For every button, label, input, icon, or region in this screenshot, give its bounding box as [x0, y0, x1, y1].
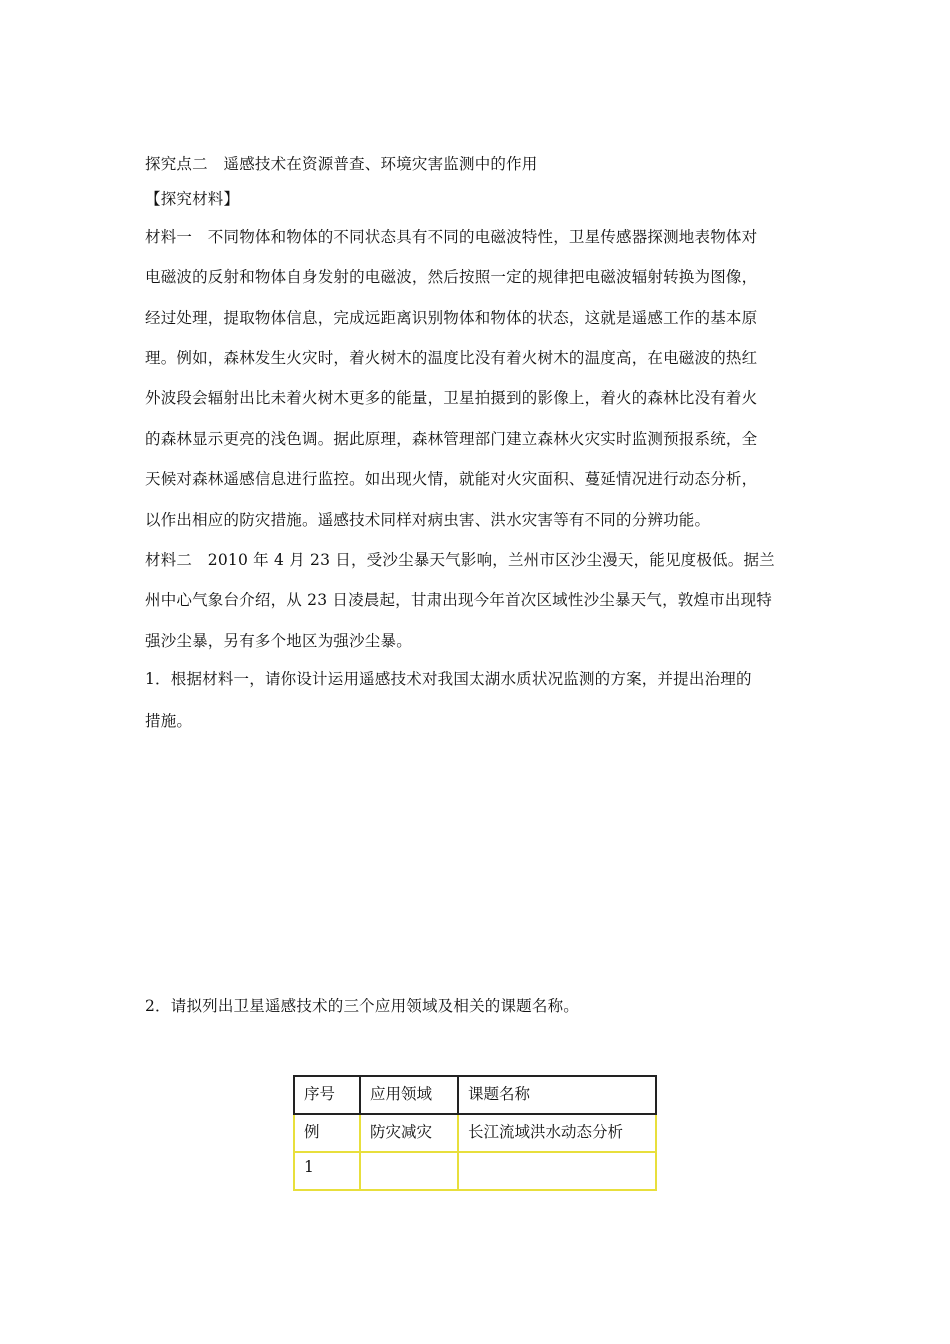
table-cell: 长江流域洪水动态分析: [458, 1114, 656, 1152]
table-cell-input[interactable]: [360, 1152, 458, 1190]
material-one-line: 的森林显示更亮的浅色调。据此原理，森林管理部门建立森林火灾实时监测预报系统，全: [145, 430, 758, 448]
material-two-line: 州中心气象台介绍，从 23 日凌晨起，甘肃出现今年首次区域性沙尘暴天气，敦煌市出现特: [145, 591, 772, 609]
material-one-line: 外波段会辐射出比未着火树木更多的能量，卫星拍摄到的影像上，着火的森林比没有着火: [145, 389, 758, 407]
material-two-line: 强沙尘暴，另有多个地区为强沙尘暴。: [145, 632, 412, 650]
material-one-line: 经过处理，提取物体信息，完成远距离识别物体和物体的状态，这就是遥感工作的基本原: [145, 309, 758, 327]
table-cell: 例: [294, 1114, 360, 1152]
material-one-line: 理。例如，森林发生火灾时，着火树木的温度比没有着火树木的温度高，在电磁波的热红: [145, 349, 758, 367]
header-cell-field: 应用领域: [360, 1076, 458, 1114]
material-one-line: 以作出相应的防灾措施。遥感技术同样对病虫害、洪水灾害等有不同的分辨功能。: [145, 511, 711, 529]
header-cell-index: 序号: [294, 1076, 360, 1114]
question-one-line: 1．根据材料一，请你设计运用遥感技术对我国太湖水质状况监测的方案，并提出治理的: [145, 670, 752, 688]
table-row: [294, 1114, 656, 1152]
table-header-row: [294, 1076, 656, 1114]
material-one-line: 材料一 不同物体和物体的不同状态具有不同的电磁波特性，卫星传感器探测地表物体对: [145, 228, 758, 246]
table-cell: 1: [294, 1152, 360, 1190]
table-cell-input[interactable]: [458, 1152, 656, 1190]
table-row: [294, 1152, 656, 1190]
question-two: 2．请拟列出卫星遥感技术的三个应用领域及相关的课题名称。: [145, 997, 579, 1015]
table-cell: 防灾减灾: [360, 1114, 458, 1152]
section-heading: 探究点二 遥感技术在资源普查、环境灾害监测中的作用: [145, 155, 538, 173]
material-one-line: 天候对森林遥感信息进行监控。如出现火情，就能对火灾面积、蔓延情况进行动态分析，: [145, 470, 758, 488]
application-table: [293, 1075, 657, 1191]
material-two-line: 材料二 2010 年 4 月 23 日，受沙尘暴天气影响，兰州市区沙尘漫天，能见度极低。据兰: [145, 551, 775, 569]
header-cell-topic: 课题名称: [458, 1076, 656, 1114]
materials-subheading: 【探究材料】: [145, 190, 240, 208]
material-one-line: 电磁波的反射和物体自身发射的电磁波，然后按照一定的规律把电磁波辐射转换为图像，: [145, 268, 758, 286]
question-one-line: 措施。: [145, 712, 193, 730]
